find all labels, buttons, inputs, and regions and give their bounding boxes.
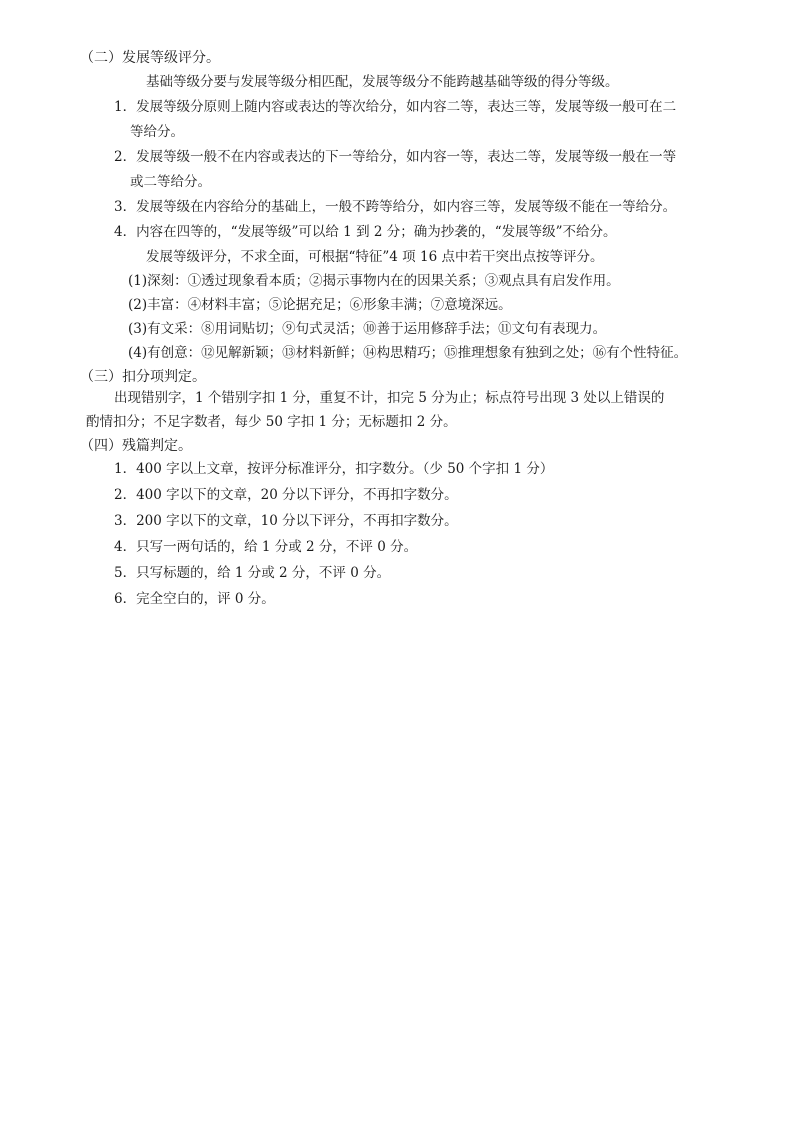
section-2-note: 发展等级评分，不求全面，可根据“特征”4 项 16 点中若干突出点按等评分。 (146, 249, 604, 265)
section-3-title: （三）扣分项判定。 (80, 369, 206, 385)
feature-1: (1)深刻：①透过现象看本质；②揭示事物内在的因果关系；③观点具有启发作用。 (128, 273, 620, 289)
section-4-item-2: 2．400 字以下的文章，20 分以下评分，不再扣字数分。 (114, 487, 458, 503)
section-3-para-line-1: 出现错别字，1 个错别字扣 1 分，重复不计，扣完 5 分为止；标点符号出现 3 处以上错误的 (114, 390, 665, 406)
section-4-item-6: 6．完全空白的，评 0 分。 (114, 591, 275, 607)
section-4-title: （四）残篇判定。 (80, 438, 192, 454)
section-4-item-4: 4．只写一两句话的，给 1 分或 2 分，不评 0 分。 (114, 539, 418, 555)
feature-4: (4)有创意：⑫见解新颖；⑬材料新鲜；⑭构思精巧；⑮推理想象有独到之处；⑯有个性特征。 (128, 345, 688, 361)
section-4-item-5: 5．只写标题的，给 1 分或 2 分，不评 0 分。 (114, 565, 391, 581)
section-2-intro: 基础等级分要与发展等级分相匹配，发展等级分不能跨越基础等级的得分等级。 (146, 74, 619, 90)
section-3-para-line-2: 酌情扣分；不足字数者，每少 50 字扣 1 分；无标题扣 2 分。 (86, 414, 457, 430)
section-2-item-2-line-2: 或二等给分。 (130, 174, 211, 190)
feature-2: (2)丰富：④材料丰富；⑤论据充足；⑥形象丰满；⑦意境深远。 (128, 297, 512, 313)
section-4-item-3: 3．200 字以下的文章，10 分以下评分，不再扣字数分。 (114, 513, 458, 529)
section-2-item-1-line-2: 等给分。 (130, 124, 184, 140)
section-2-item-4: 4．内容在四等的，“发展等级”可以给 1 到 2 分；确为抄袭的，“发展等级”不给分。 (114, 224, 617, 240)
section-2-item-2-line-1: 2．发展等级一般不在内容或表达的下一等给分，如内容一等，表达二等，发展等级一般在一等 (114, 149, 677, 165)
section-2-title: （二）发展等级评分。 (80, 50, 220, 66)
feature-3: (3)有文采：⑧用词贴切；⑨句式灵活；⑩善于运用修辞手法；⑪文句有表现力。 (128, 321, 607, 337)
section-4-item-1: 1．400 字以上文章，按评分标准评分，扣字数分。（少 50 个字扣 1 分） (114, 461, 554, 477)
section-2-item-3: 3．发展等级在内容给分的基础上，一般不跨等给分，如内容三等，发展等级不能在一等给分。 (114, 199, 677, 215)
section-2-item-1-line-1: 1．发展等级分原则上随内容或表达的等次给分，如内容二等，表达三等，发展等级一般可在二 (114, 99, 677, 115)
